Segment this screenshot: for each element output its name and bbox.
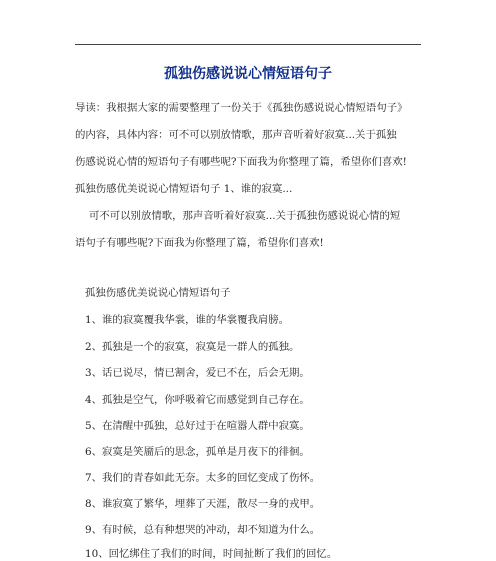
list-item: 7、我们的青春如此无奈。太多的回忆变成了伤怀。 bbox=[85, 472, 321, 484]
list-item: 9、有时候，总有种想哭的冲动，却不知道为什么。 bbox=[85, 524, 321, 536]
paragraph-line: 可不可以别放情歌，那声音听着好寂寞...关于孤独伤感说说心情的短 bbox=[89, 210, 401, 222]
list-item: 5、在清醒中孤独，总好过于在喧嚣人群中寂寞。 bbox=[85, 420, 310, 432]
intro-line: 的内容，具体内容：可不可以别放情歌，那声音听着好寂寞...关于孤独 bbox=[75, 129, 397, 141]
list-item: 2、孤独是一个的寂寞，寂寞是一群人的孤独。 bbox=[85, 341, 300, 353]
list-item: 8、谁寂寞了繁华，埋葬了天涯，散尽一身的戎甲。 bbox=[85, 498, 321, 510]
list-item: 6、寂寞是笑靥后的思念，孤单是月夜下的徘徊。 bbox=[85, 446, 310, 458]
header-rule bbox=[75, 44, 421, 45]
intro-line: 导读：我根据大家的需要整理了一份关于《孤独伤感说说心情短语句子》 bbox=[75, 102, 408, 114]
list-item: 4、孤独是空气，你呼吸着它而感觉到自己存在。 bbox=[85, 394, 310, 406]
list-item: 10、回忆绑住了我们的时间，时间扯断了我们的回忆。 bbox=[85, 548, 338, 560]
intro-line: 伤感说说心情的短语句子有哪些呢?下面我为你整理了篇，希望你们喜欢! bbox=[75, 156, 407, 168]
intro-line: 孤独伤感优美说说心情短语句子 1、谁的寂寞... bbox=[75, 183, 293, 195]
document-title: 孤独伤感说说心情短语句子 bbox=[164, 66, 332, 82]
section-heading: 孤独伤感优美说说心情短语句子 bbox=[85, 287, 231, 299]
list-item: 1、谁的寂寞覆我华裳，谁的华裳覆我肩膀。 bbox=[85, 314, 290, 326]
list-item: 3、话已说尽，情已割舍，爱已不在，后会无期。 bbox=[85, 367, 310, 379]
paragraph-line: 语句子有哪些呢?下面我为你整理了篇，希望你们喜欢! bbox=[75, 237, 324, 249]
